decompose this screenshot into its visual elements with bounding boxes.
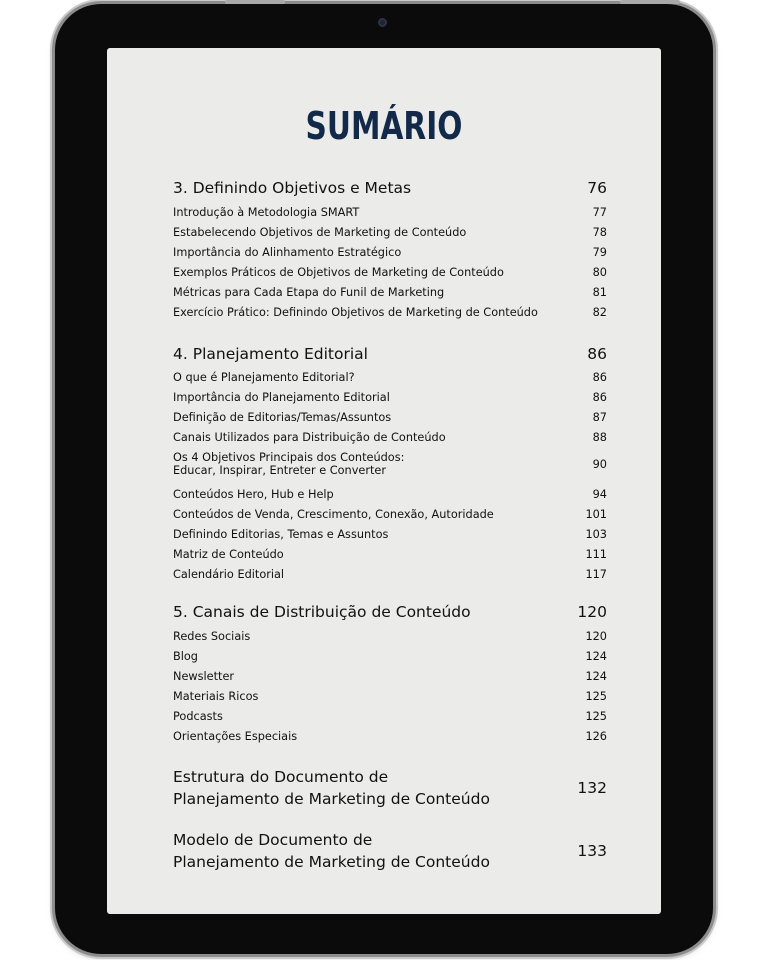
toc-page-number: 79 xyxy=(592,246,607,259)
toc-page-number: 90 xyxy=(592,457,607,471)
toc-page-number: 132 xyxy=(577,779,607,797)
toc-page-number: 124 xyxy=(585,670,607,683)
toc-item-label: Importância do Planejamento Editorial xyxy=(173,391,390,404)
toc-page-number: 77 xyxy=(592,206,607,219)
toc-page-number: 88 xyxy=(592,431,607,444)
toc-heading-section-3[interactable] xyxy=(173,179,607,197)
toc-item[interactable] xyxy=(173,710,607,723)
toc-item-label: Definindo Editorias, Temas e Assuntos xyxy=(173,528,389,541)
toc-heading-label: 3. Definindo Objetivos e Metas xyxy=(173,179,412,197)
toc-extra-label-line-1: Modelo de Documento de xyxy=(173,831,373,849)
toc-item[interactable] xyxy=(173,690,607,703)
toc-page-number: 87 xyxy=(592,411,607,424)
toc-item-label: Materiais Ricos xyxy=(173,690,259,703)
toc-item[interactable] xyxy=(173,488,607,501)
toc-item-label: Exemplos Práticos de Objetivos de Marketing de Conteúdo xyxy=(173,266,504,279)
toc-extra-modelo[interactable] xyxy=(173,829,607,873)
toc-page-number: 86 xyxy=(587,345,607,363)
front-camera-icon xyxy=(378,18,387,27)
toc-page-number: 86 xyxy=(592,391,607,404)
toc-item[interactable] xyxy=(173,411,607,424)
tablet-screen xyxy=(107,48,661,914)
toc-page-number: 81 xyxy=(592,286,607,299)
toc-item-label: Exercício Prático: Definindo Objetivos de Marketing de Conteúdo xyxy=(173,306,538,319)
toc-item-label: Podcasts xyxy=(173,710,223,723)
toc-page-number: 103 xyxy=(585,528,607,541)
toc-heading-label: 5. Canais de Distribuição de Conteúdo xyxy=(173,603,471,621)
toc-item-label xyxy=(173,451,404,477)
toc-item-label: Blog xyxy=(173,650,198,663)
toc-item[interactable] xyxy=(173,650,607,663)
toc-extra-estrutura[interactable] xyxy=(173,766,607,810)
tablet-device xyxy=(55,4,713,954)
toc-page-number: 101 xyxy=(585,508,607,521)
toc-item-label: O que é Planejamento Editorial? xyxy=(173,371,355,384)
toc-item-label: Definição de Editorias/Temas/Assuntos xyxy=(173,411,392,424)
toc-item[interactable] xyxy=(173,371,607,384)
toc-extra-label xyxy=(173,829,533,873)
toc-item-label: Matriz de Conteúdo xyxy=(173,548,284,561)
toc-page-number: 124 xyxy=(585,650,607,663)
page-title: SUMÁRIO xyxy=(305,104,463,148)
toc-item-label: Newsletter xyxy=(173,670,235,683)
toc-extra-label-line-1: Estrutura do Documento de xyxy=(173,768,389,786)
toc-item-label-line-1: Os 4 Objetivos Principais dos Conteúdos: xyxy=(173,451,405,464)
toc-item-label: Estabelecendo Objetivos de Marketing de Conteúdo xyxy=(173,226,467,239)
toc-item-label: Calendário Editorial xyxy=(173,568,285,581)
toc-item-label: Importância do Alinhamento Estratégico xyxy=(173,246,402,259)
toc-item[interactable] xyxy=(173,670,607,683)
toc-heading-label: 4. Planejamento Editorial xyxy=(173,345,368,363)
toc-item[interactable] xyxy=(173,508,607,521)
toc-item-label: Introdução à Metodologia SMART xyxy=(173,206,360,219)
toc-item[interactable] xyxy=(173,630,607,643)
toc-item-label: Redes Sociais xyxy=(173,630,251,643)
toc-item[interactable] xyxy=(173,451,607,477)
toc-page-number: 120 xyxy=(577,603,607,621)
power-button xyxy=(620,0,680,4)
toc-page-number: 76 xyxy=(587,179,607,197)
toc-item[interactable] xyxy=(173,266,607,279)
toc-item-label: Canais Utilizados para Distribuição de Conteúdo xyxy=(173,431,446,444)
toc-extra-label-line-2: Planejamento de Marketing de Conteúdo xyxy=(173,790,490,808)
toc-item-label: Conteúdos Hero, Hub e Help xyxy=(173,488,334,501)
toc-extra-label xyxy=(173,766,533,810)
toc-item[interactable] xyxy=(173,246,607,259)
toc-page-number: 125 xyxy=(585,710,607,723)
toc-item[interactable] xyxy=(173,286,607,299)
toc-page-number: 120 xyxy=(585,630,607,643)
toc-item[interactable] xyxy=(173,226,607,239)
toc-item[interactable] xyxy=(173,431,607,444)
toc-heading-section-4[interactable] xyxy=(173,345,607,363)
toc-extra-label-line-2: Planejamento de Marketing de Conteúdo xyxy=(173,853,490,871)
toc-item[interactable] xyxy=(173,730,607,743)
toc-item[interactable] xyxy=(173,306,607,319)
toc-item[interactable] xyxy=(173,568,607,581)
toc-item-label: Orientações Especiais xyxy=(173,730,298,743)
toc-item-label-line-2: Educar, Inspirar, Entreter e Converter xyxy=(173,464,387,477)
toc-page-number: 117 xyxy=(585,568,607,581)
volume-button xyxy=(225,0,285,4)
toc-page-number: 86 xyxy=(592,371,607,384)
toc-item[interactable] xyxy=(173,528,607,541)
toc-item-label: Conteúdos de Venda, Crescimento, Conexão, Autoridade xyxy=(173,508,494,521)
toc-page-number: 133 xyxy=(577,842,607,860)
toc-item[interactable] xyxy=(173,206,607,219)
toc-heading-section-5[interactable] xyxy=(173,603,607,621)
toc-page-number: 94 xyxy=(592,488,607,501)
toc-page-number: 82 xyxy=(592,306,607,319)
toc-item[interactable] xyxy=(173,548,607,561)
toc-item[interactable] xyxy=(173,391,607,404)
toc-page-number: 80 xyxy=(592,266,607,279)
toc-page-number: 78 xyxy=(592,226,607,239)
toc-page-number: 111 xyxy=(585,548,607,561)
toc-page-number: 125 xyxy=(585,690,607,703)
toc-item-label: Métricas para Cada Etapa do Funil de Marketing xyxy=(173,286,445,299)
toc-page-number: 126 xyxy=(585,730,607,743)
